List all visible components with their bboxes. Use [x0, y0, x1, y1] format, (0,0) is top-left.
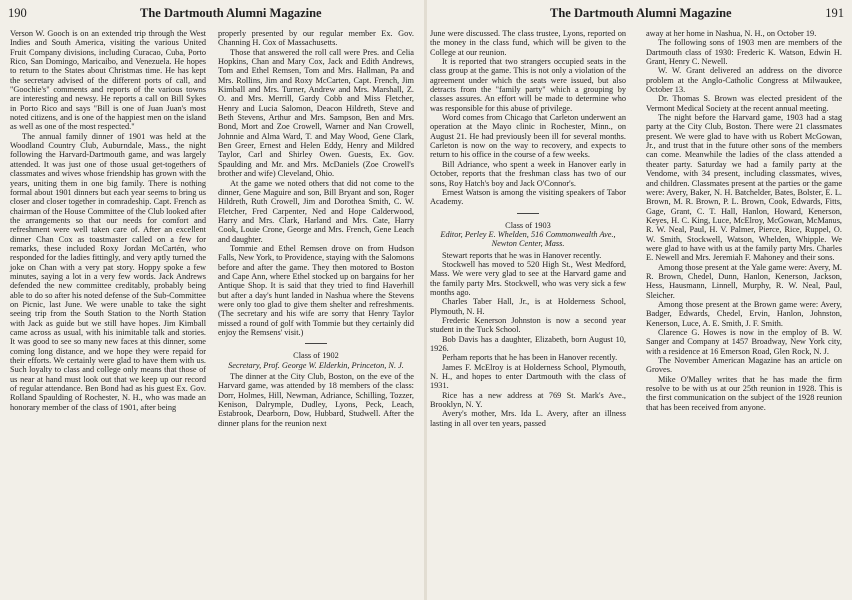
paragraph: James F. McElroy is at Holderness School, Plymouth, N. H., and hopes to enter Dartmouth with the class of 1931. — [430, 362, 626, 391]
running-header-left: The Dartmouth Alumni Magazine — [140, 6, 322, 20]
paragraph: Among those present at the Yale game were: Avery, M. R. Brown, Chedel, Dunn, Hanlon, Kenerson, Jackson, Hess, Hausmann, Linnell, Murphy, R. W. Neal, Paul, Sleicher. — [646, 262, 842, 300]
right-column-1 — [430, 29, 626, 428]
paragraph: Among those present at the Brown game were: Avery, Badger, Edwards, Chedel, Ervin, Hanlon, Johnston, Kenerson, Luce, A. E. Smith, J. F. Smith. — [646, 299, 842, 328]
paragraph: Mike O'Malley writes that he has made the firm resolve to be with us at our 25th reunion in 1928. This is the first communication on the subject of the 1928 reunion that has been received from anyone. — [646, 374, 842, 412]
paragraph: Ernest Watson is among the visiting speakers of Tabor Academy. — [430, 187, 626, 207]
paragraph: W. W. Grant delivered an address on the divorce problem at the Anglo-Catholic Congress at Milwaukee, October 13. — [646, 66, 842, 95]
paragraph: Clarence G. Howes is now in the employ of B. W. Sanger and Company at 1457 Broadway, New York city, with a residence at 16 Emerson Road, Glen Rock, N. J. — [646, 328, 842, 356]
paragraph: The November American Magazine has an article on Groves. — [646, 356, 842, 375]
class-editor-1903: Editor, Perley E. Whelden, 516 Commonwealth Ave., Newton Center, Mass. — [440, 229, 616, 249]
paragraph: Those that answered the roll call were Pres. and Celia Hopkins, Chan and Mary Cox, Jack and Edith Andrews, Tom and Ethel Remsen, Tom and Mrs. Hallman, Pa and Mrs. Rollins, Jim and Roxy McCarten, Capt. French, Jim Kimball and Mrs. Turner, Andrew and Mrs. Marshall, Z. O. and Mrs. Merrill, Gardy Cobb and Miss Fletcher, Henry and Lucia Salomon, Deacon Hildreth, Steve and Beth Stevens, Arthur and Mrs. Sampson, Ben and Mrs. Bond, Mort and Zoe Crowell, Warner and Nan Crowell, Johnnie and Alma Ward, T. and May Wood, Gene Clark, Ben Greer, Ernest and Helen Eddy, Henry and Mildred Taylor, Carl and Shirley Owen. Guests, Ex. Gov. Spaulding and Mr. and Mrs. McDaniels (Zoe Crowell's brother and wife) Cleveland, Ohio. — [218, 47, 414, 179]
paragraph: Perham reports that he has been in Hanover recently. — [442, 353, 618, 363]
paragraph: At the game we noted others that did not come to the dinner, Gene Maguire and son, Bill Bryant and son, Roger Hildreth, Ruth Crowell, Jim and Dorothea Smith, C. W. Fletcher, Fred Carpenter, Ned and Hope Calderwood, Harry and Mrs. Clark, Harland and Mrs. Cate, Harry Cook, Louie Crone, George and Mrs. French, Gene Leach and daughter. — [218, 178, 414, 244]
paragraph: The dinner at the City Club, Boston, on the eve of the Harvard game, was attended by 18 members of the class: Dorr, Holmes, Hill, Newman, Adriance, Schilling, Tozzer, Kenison, Dalrymple, Dudley, Lyons, Peck, Leach, Estabrook, Dearborn, Dow, Hubbard, Studwell. After the dinner plans for the reunion next — [218, 372, 414, 428]
page-number-right: 191 — [825, 6, 844, 20]
paragraph: The annual family dinner of 1901 was held at the Woodland Country Club, Auburndale, Mass., the night following the Harvard-Dartmouth game, and was largely attended. It was just one of those usual get-togethers of classmates and wives whose friendship has grown with the years, uniting them in one big family. There is nothing formal about 1901 dinners but each year seems to bring us closer and closer together in comradeship. Capt. French as chairman of the House Committee of the Club looked after the arrangements so that our needs for comfort and refreshment were well taken care of. After an excellent dinner Chan Cox as toastmaster called on a few for remarks, these included Roxy Jordan McCartén, who responded for the ladies fittingly, and very aptly turned the joke on Chan with a very pat story. Hoppy spoke a few minutes, saying a lot in a very few words. Jack Andrews defended the new committee creditably, probably being able to do so after his noted defense of the Sub-Committee on Picnic, last June. We were unable to take the sight seeing trip from the South Station to the North Station with Jack as guide but we still have hopes. Jim Kimball came across as usual, with his inimitable talk and stories. It was good to see so many new faces at this dinner, some coming long distance, and we hope they were repaid for their efforts. We certainly were glad to have them with us. Such loyalty to class and college only means that those of us near at hand must look out that we keep up our record of regular attendance. Ben Bond had as his guest Ex. Gov. Rolland Spaulding of Rochester, N. H., who was made an honorary member of the class of 1901, after being — [10, 131, 206, 412]
paragraph: Frederic Kenerson Johnston is now a second year student in the Tuck School. — [430, 315, 626, 335]
paragraph: The following sons of 1903 men are members of the Dartmouth class of 1930: Frederic K. Watson, Edwin H. Grant, Henry C. Newell. — [646, 38, 842, 67]
paragraph: Bill Adriance, who spent a week in Hanover early in October, reports that the freshman class has two of our sons, Roy Hatch's boy and Jack O'Connor's. — [430, 159, 626, 188]
paragraph: properly presented by our regular member Ex. Gov. Channing H. Cox of Massachusetts. — [218, 29, 414, 48]
paragraph: It is reported that two strangers occupied seats in the class group at the game. This is not only a violation of the agreement under which the seats were issued, but also detracts from the "family party" which a grouping by classes assures. An effort will be made to determine who was responsible for this abuse of privilege. — [430, 57, 626, 113]
paragraph: Verson W. Gooch is on an extended trip through the West Indies and South America, visiting the various United Fruit Company divisions, including Curacao, Cuba, Porto Rico, San Domingo, Maricaibo, and Venezuela. He hopes to return to the States about Christmas time. He has kept the secretary advised of the different ports of call, and "Goochie's" comments and reports of the various towns are interesting and newsy. He reports a call on Bill Sykes in Porto Rico and says "Bill is one of Juan Juan's most noted citizens, and is one of the happiest men on the island as well as one of the most respected." — [10, 29, 206, 132]
running-header-right: The Dartmouth Alumni Magazine — [550, 6, 732, 20]
page-number-left: 190 — [8, 6, 27, 20]
paragraph: Avery's mother, Mrs. Ida L. Avery, after an illness lasting in all over ten years, passed — [430, 409, 626, 428]
class-heading-1903: Class of 1903 — [505, 220, 551, 230]
section-divider — [305, 343, 327, 344]
right-column-2 — [646, 29, 842, 412]
paragraph: Dr. Thomas S. Brown was elected president of the Vermont Medical Society at the recent annual meeting. — [646, 94, 842, 113]
class-heading-1902: Class of 1902 — [293, 351, 339, 361]
paragraph: Rice has a new address at 769 St. Mark's Ave., Brooklyn, N. Y. — [430, 390, 626, 410]
paragraph: Charles Taber Hall, Jr., is at Holderness School, Plymouth, N. H. — [430, 297, 626, 316]
paragraph: Stewart reports that he was in Hanover recently. — [442, 250, 602, 260]
left-column-2 — [218, 29, 414, 428]
paragraph: Tommie and Ethel Remsen drove on from Hudson Falls, New York, to Providence, staying with the Salomons before and after the game. They then motored to Boston and Cape Ann, where Ethel stocked up on bargains for her Antique Shop. It is said that they tried to find Haverhill but after a day's hunt landed in Nashua where the Stevens were only too glad to give them shelter and refreshments. (The secretary and his wife are sorry that Henry Taylor missed a round of golf with Tommie but they certainly did enjoy the Remsens' visit.) — [218, 243, 414, 337]
section-divider — [517, 213, 539, 214]
left-column-1 — [10, 29, 206, 412]
class-secretary-1902: Secretary, Prof. George W. Elderkin, Princeton, N. J. — [228, 360, 404, 370]
right-page — [426, 0, 852, 600]
paragraph: Word comes from Chicago that Carleton underwent an operation at the Mayo clinic in Rochester, Minn., on August 21. He had previously been ill for several months. Carleton is now on the way to recovery, and expects to return to his office in the course of a few weeks. — [430, 113, 626, 160]
paragraph: away at her home in Nashua, N. H., on October 19. — [646, 29, 817, 38]
paragraph: June were discussed. The class trustee, Lyons, reported on the money in the class fund, which will be given to the College at our reunion. — [430, 29, 626, 57]
paragraph: The night before the Harvard game, 1903 had a stag party at the City Club, Boston. There were 21 classmates present. We were glad to have with us Robert McGowan, Jr., and trust that in the future other sons of the members can come. Meanwhile the ladies of the class attended a theater party. Saturday we had a family party at the Vendome, with 34 present, including classmates, wives, and children. Classmates present at the parties or the game were: Avery, Baker, N. H. Batchelder, Bates, Bolster, E. L. Brown, M. R. Brown, P. L. Brown, Cook, Edwards, Fitts, Gage, Grant, C. T. Hall, Hanlon, Howard, Kenerson, Keyes, H. C. King, Luce, McElroy, McGowan, McManus, R. W. Neal, Paul, H. V. Palmer, Pierce, Rice, Ruppel, O. W. Smith, Stockwell, Watson, Whelden, Whipple. We were glad to have with us at the family party Mrs. Charles E. Newell and Mrs. Jeremiah F. Mahoney and their sons. — [646, 113, 842, 263]
paragraph: Bob Davis has a daughter, Elizabeth, born August 10, 1926. — [430, 334, 626, 353]
paragraph: Stockwell has moved to 520 High St., West Medford, Mass. We were very glad to see at the Harvard game and the family party Mrs. Stockwell, who was very sick a few months ago. — [430, 259, 626, 297]
